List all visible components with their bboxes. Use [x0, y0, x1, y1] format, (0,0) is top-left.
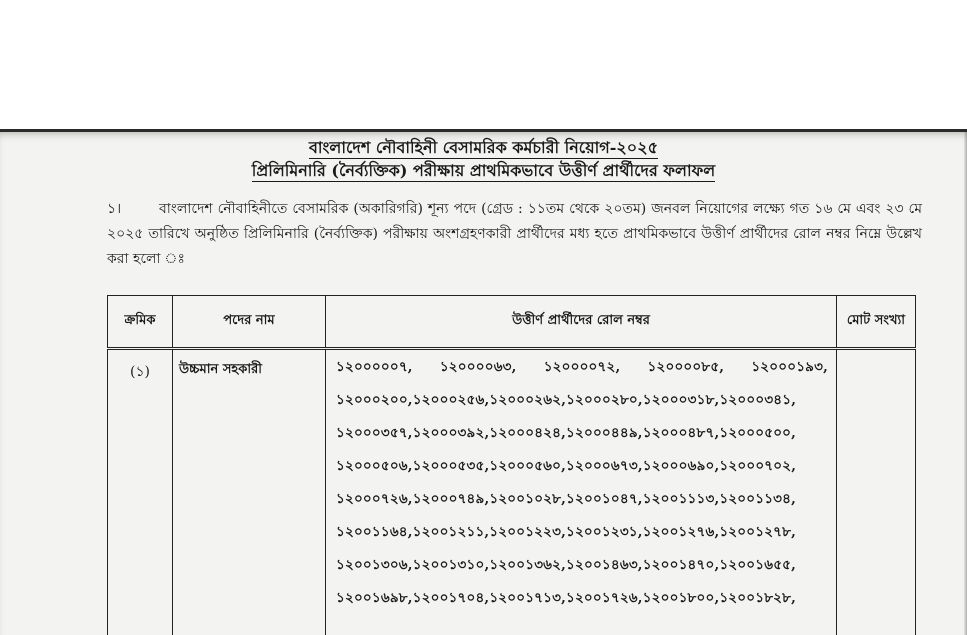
roll-number: ১২০০০০৭২, — [544, 355, 621, 388]
roll-number: ১২০০০০৮৫, — [648, 355, 725, 388]
roll-line: ১২০০০৫০৬,১২০০০৫৩৫,১২০০০৫৬০,১২০০০৬৭৩,১২০০০৬৯০,১২০০০৭০২, — [336, 454, 830, 487]
document-page — [0, 129, 967, 635]
roll-number: ১২০০০১৯৩, — [751, 355, 828, 388]
roll-line: ১২০০০২০০,১২০০০২৫৬,১২০০০২৬২,১২০০০২৮০,১২০০০৩১৮,১২০০০৩৪১, — [336, 388, 830, 421]
paragraph-number: ১। — [107, 197, 159, 222]
roll-line — [336, 355, 828, 388]
roll-line: ১২০০০৭২৬,১২০০০৭৪৯,১২০০১০২৮,১২০০১০৪৭,১২০০১১১৩,১২০০১১৩৪, — [336, 487, 830, 520]
roll-line: ১২০০১৬৯৮,১২০০১৭০৪,১২০০১৭১৩,১২০০১৭২৬,১২০০১৮০০,১২০০১৮২৮, — [336, 586, 830, 619]
row-roll-numbers — [326, 349, 837, 635]
row-total-count — [837, 349, 916, 635]
row-serial: (১) — [108, 349, 173, 635]
header-post-name: পদের নাম — [173, 296, 326, 349]
roll-line: ১২০০০৩৫৭,১২০০০৩৯২,১২০০০৪২৪,১২০০০৪৪৯,১২০০০৪৮৭,১২০০০৫০০, — [336, 421, 830, 454]
header-serial: ক্রমিক — [108, 296, 173, 349]
header-total-count: মোট সংখ্যা — [837, 296, 916, 349]
table-row — [108, 349, 916, 635]
header-roll-numbers: উত্তীর্ণ প্রার্থীদের রোল নম্বর — [326, 296, 837, 349]
notice-title-text: বাংলাদেশ নৌবাহিনী বেসামরিক কর্মচারী নিয়োগ-২০২৫ — [309, 138, 658, 159]
notice-subtitle-text: প্রিলিমিনারি (নৈর্ব্যক্তিক) পরীক্ষায় প্রাথমিকভাবে উত্তীর্ণ প্রার্থীদের ফলাফল — [252, 161, 715, 182]
table-header-row — [108, 296, 916, 349]
roll-line: ১২০০১১৬৪,১২০০১২১১,১২০০১২২৩,১২০০১২৩১,১২০০১২৭৬,১২০০১২৭৮, — [336, 520, 830, 553]
roll-number: ১২০০০০০৭, — [336, 355, 413, 388]
notice-title — [0, 138, 967, 158]
paragraph-text: বাংলাদেশ নৌবাহিনীতে বেসামরিক (অকারিগরি) শূন্য পদে (গ্রেড : ১১তম থেকে ২০তম) জনবল নিয়োগের লক্ষ্যে গত ১৬ মে এবং ২৩ মে ২০২৫ তারিখে অনুষ্ঠিত প্রিলিমিনারি (নৈর্ব্যক্তিক) পরীক্ষায় অংশগ্রহণকারী প্রার্থীদের মধ্য হতে প্রাথমিকভাবে উত্তীর্ণ প্রার্থীদের রোল নম্বর নিম্নে উল্লেখ করা হলো ঃ — [107, 201, 922, 267]
roll-line: ১২০০১৩০৬,১২০০১৩১০,১২০০১৩৬২,১২০০১৪৬৩,১২০০১৪৭০,১২০০১৬৫৫, — [336, 553, 830, 586]
roll-number: ১২০০০০৬৩, — [440, 355, 517, 388]
notice-subtitle — [0, 161, 967, 181]
results-table — [107, 295, 916, 635]
blank-top-area — [0, 0, 967, 129]
row-post-name: উচ্চমান সহকারী — [173, 349, 326, 635]
intro-paragraph — [107, 197, 922, 272]
